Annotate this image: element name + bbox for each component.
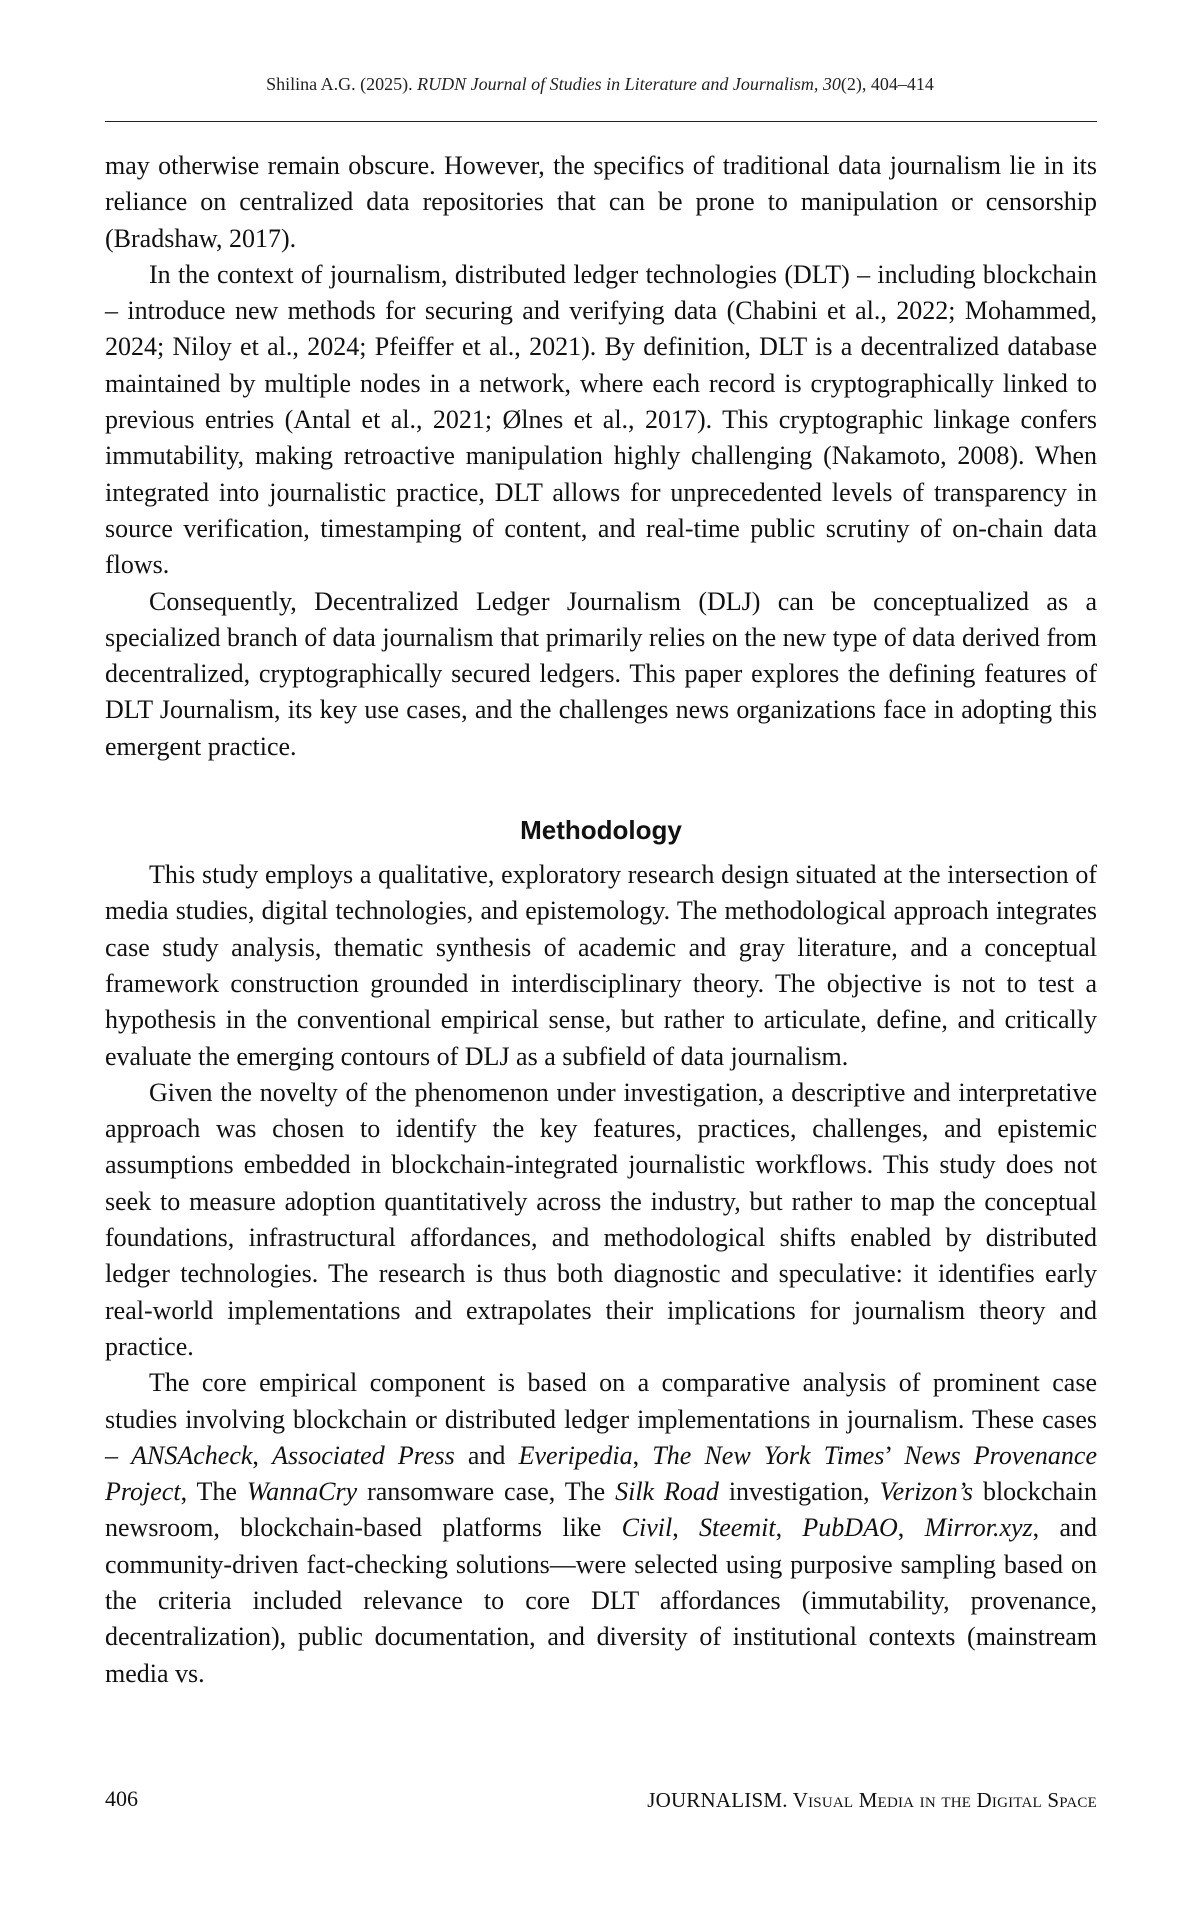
header-authors-year: Shilina A.G. (2025). — [266, 74, 418, 94]
article-body — [105, 148, 1097, 1692]
header-issue-pages: (2), 404–414 — [840, 74, 934, 94]
paragraph-approach: Given the novelty of the phenomenon under investigation, a descriptive and interpretative approach was chosen to identify the key features, practices, challenges, and epistemic assumptions embedded in blockchain-integrated journalistic workflows. This study does not seek to measure adoption quantitatively across the industry, but rather to map the conceptual foundations, infrastructural affordances, and methodological shifts enabled by distributed ledger technologies. The research is thus both diagnostic and speculative: it identifies early real-world implementations and extrapolates their implications for journalism theory and practice. — [105, 1077, 1097, 1361]
running-footer-section: JOURNALISM. Visual Media in the Digital Space — [647, 1788, 1097, 1812]
running-header — [100, 74, 1100, 95]
paragraph-case-studies: The core empirical component is based on a comparative analysis of prominent case studies involving blockchain or distributed ledger implementations in journalism. These cases – ANSAcheck, Associated Press and Everipedia, The New York Times’ News Provenance Project, The WannaCry ransomware case, The Silk Road investigation, Verizon’s blockchain newsroom, blockchain-based platforms like Civil, Steemit, PubDAO, Mirror.xyz, and community-driven fact-checking solutions—were selected using purposive sampling based on the criteria included relevance to core DLT affordances (immutability, provenance, decentralization), public documentation, and diversity of institutional contexts (mainstream media vs. — [105, 1368, 1098, 1688]
paragraph-dlj-definition: Consequently, Decentralized Ledger Journalism (DLJ) can be conceptualized as a specialized branch of data journalism that primarily relies on the new type of data derived from decentralized, cryptographically secured ledgers. This paper explores the defining features of DLT Journalism, its key use cases, and the challenges news organizations face in adopting this emergent practice. — [105, 586, 1097, 761]
page-number: 406 — [105, 1786, 138, 1811]
header-rule — [105, 121, 1097, 122]
section-heading-methodology: Methodology — [520, 815, 682, 846]
paragraph-continued: may otherwise remain obscure. However, the specifics of traditional data journalism lie in its reliance on centralized data repositories that can be prone to manipulation or censorship (Bradshaw, 2017). — [105, 151, 1097, 253]
paragraph-dlt-context: In the context of journalism, distributed ledger technologies (DLT) – including blockchain – introduce new methods for securing and verifying data (Chabini et al., 2022; Mohammed, 2024; Niloy et al., 2024; Pfeiffer et al., 2021). By definition, DLT is a decentralized database maintained by multiple nodes in a network, where each record is cryptographically linked to previous entries (Antal et al., 2021; Ølnes et al., 2017). This cryptographic linkage confers immutability, making retroactive manipulation highly challenging (Nakamoto, 2008). When integrated into journalistic practice, DLT allows for unprecedented levels of transparency in source verification, timestamping of content, and real-time public scrutiny of on-chain data flows. — [105, 259, 1097, 580]
paragraph-research-design: This study employs a qualitative, exploratory research design situated at the intersection of media studies, digital technologies, and epistemology. The methodological approach integrates case study analysis, thematic synthesis of academic and gray literature, and a conceptual framework construction grounded in interdisciplinary theory. The objective is not to test a hypothesis in the conventional empirical sense, but rather to articulate, define, and critically evaluate the emerging contours of DLJ as a subfield of data journalism. — [105, 860, 1097, 1071]
header-journal-title: RUDN Journal of Studies in Literature and Journalism, 30 — [417, 74, 841, 94]
